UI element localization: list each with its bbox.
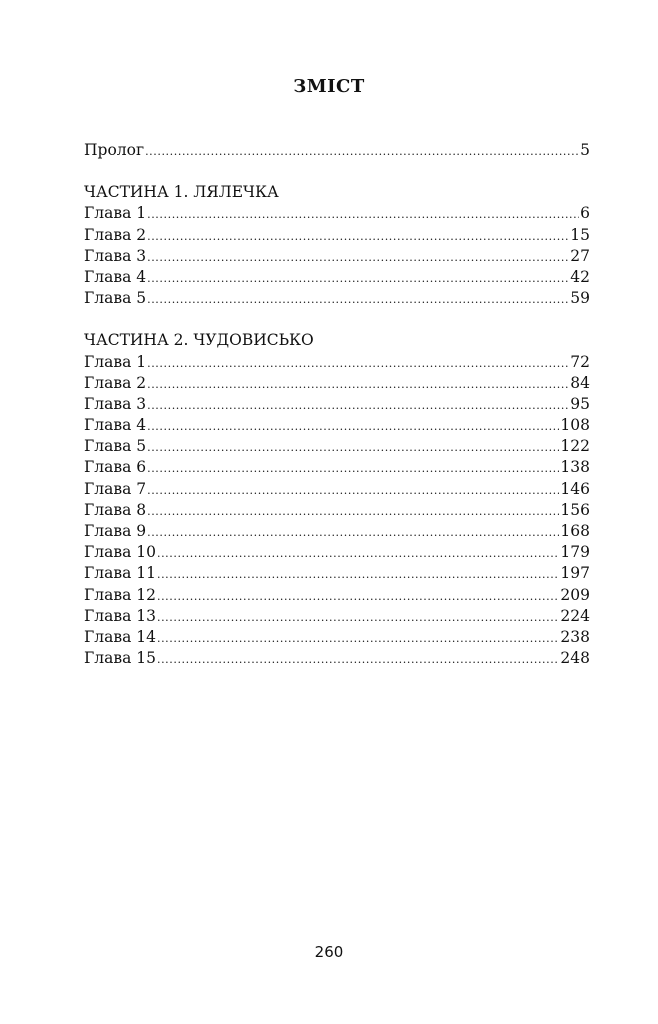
toc-entry-label: Глава 9	[84, 522, 147, 540]
toc-entry-page: 5	[580, 141, 590, 159]
toc-entry-label: Глава 6	[84, 458, 147, 477]
toc-entry-page: 42	[570, 267, 590, 286]
toc-part-1	[84, 182, 590, 309]
toc-entry-page: 84	[570, 373, 590, 392]
toc-entry-chapter	[84, 352, 590, 373]
toc-entry-chapter	[84, 627, 590, 648]
dot-leader	[147, 480, 559, 501]
toc-entry-chapter	[84, 267, 590, 288]
toc-entry-chapter	[84, 246, 590, 267]
dot-leader	[147, 247, 569, 268]
dot-leader	[147, 416, 559, 437]
toc-entry-prologue	[84, 140, 590, 161]
toc-entry-page: 197	[560, 564, 590, 583]
page-number: 260	[314, 943, 344, 961]
toc-entry-chapter	[84, 288, 590, 309]
toc-entry-label: Глава 2	[84, 373, 147, 392]
toc-entry-chapter	[84, 457, 590, 478]
toc-entry-chapter	[84, 585, 590, 606]
toc-entry-page: 138	[560, 458, 590, 477]
dot-leader	[157, 586, 559, 607]
toc-entry-chapter	[84, 203, 590, 224]
toc-entry-label: Глава 1	[84, 204, 147, 223]
toc-entry-page: 179	[560, 543, 590, 562]
toc-entry-label: Глава 1	[84, 352, 147, 371]
toc-entry-label: Глава 12	[84, 585, 156, 604]
toc-entry-page: 168	[560, 522, 590, 540]
toc-part-2	[84, 330, 590, 669]
toc-entry-label: Глава 7	[84, 479, 147, 498]
toc-entry-page: 95	[570, 394, 590, 413]
dot-leader	[145, 141, 579, 162]
dot-leader	[157, 649, 559, 670]
toc-entry-label: Пролог	[84, 141, 145, 159]
toc-entry-chapter	[84, 500, 590, 521]
toc-entry-label: Глава 10	[84, 543, 156, 562]
toc-entry-page: 108	[560, 416, 590, 435]
dot-leader	[157, 564, 559, 585]
toc-entry-label: Глава 3	[84, 246, 147, 265]
toc-entry-chapter	[84, 648, 590, 669]
toc-entry-chapter	[84, 436, 590, 457]
toc-entry-label: Глава 14	[84, 627, 156, 646]
toc-entry-label: Глава 3	[84, 394, 147, 413]
toc-entry-label: Глава 8	[84, 500, 147, 519]
toc-entry-label: Глава 2	[84, 225, 147, 244]
toc-entry-page: 238	[560, 627, 590, 646]
toc-entry-chapter	[84, 373, 590, 394]
toc-entry-page: 72	[570, 352, 590, 371]
toc-entry-label: Глава 5	[84, 437, 147, 456]
dot-leader	[147, 374, 569, 395]
dot-leader	[147, 268, 569, 289]
toc-entry-page: 59	[570, 289, 590, 308]
toc-entry-chapter	[84, 563, 590, 584]
dot-leader	[147, 353, 569, 374]
dot-leader	[147, 501, 559, 522]
page-title: ЗМІСТ	[293, 76, 365, 97]
toc-entry-page: 146	[560, 479, 590, 498]
toc-entry-page: 156	[560, 500, 590, 519]
toc-entry-page: 27	[570, 246, 590, 265]
dot-leader	[157, 607, 559, 628]
toc-entry-chapter	[84, 606, 590, 627]
toc-entry-chapter	[84, 225, 590, 246]
dot-leader	[147, 289, 569, 310]
dot-leader	[147, 458, 559, 479]
toc-entry-page: 122	[560, 437, 590, 456]
toc-entry-page: 15	[570, 225, 590, 244]
dot-leader	[147, 395, 569, 416]
dot-leader	[147, 204, 579, 225]
dot-leader	[147, 437, 559, 458]
dot-leader	[147, 226, 569, 247]
toc-entry-chapter	[84, 521, 590, 542]
part-heading: ЧАСТИНА 1. ЛЯЛЕЧКА	[84, 183, 279, 202]
part-heading: ЧАСТИНА 2. ЧУДОВИСЬКО	[84, 331, 314, 350]
toc-entry-label: Глава 4	[84, 267, 147, 286]
toc-entry-page: 224	[560, 606, 590, 625]
toc-entry-label: Глава 13	[84, 606, 156, 625]
toc-entry-chapter	[84, 394, 590, 415]
toc-entry-label: Глава 4	[84, 416, 147, 435]
toc-entry-page: 209	[560, 585, 590, 604]
toc-entry-page: 6	[580, 204, 590, 223]
toc-entry-label: Глава 15	[84, 649, 156, 668]
toc-entry-page: 248	[560, 649, 590, 668]
toc-entry-chapter	[84, 415, 590, 436]
dot-leader	[147, 522, 559, 543]
dot-leader	[157, 543, 559, 564]
dot-leader	[157, 628, 559, 649]
table-of-contents	[84, 140, 590, 669]
toc-entry-label: Глава 5	[84, 289, 147, 308]
toc-entry-label: Глава 11	[84, 564, 156, 583]
toc-entry-chapter	[84, 542, 590, 563]
toc-entry-chapter	[84, 479, 590, 500]
